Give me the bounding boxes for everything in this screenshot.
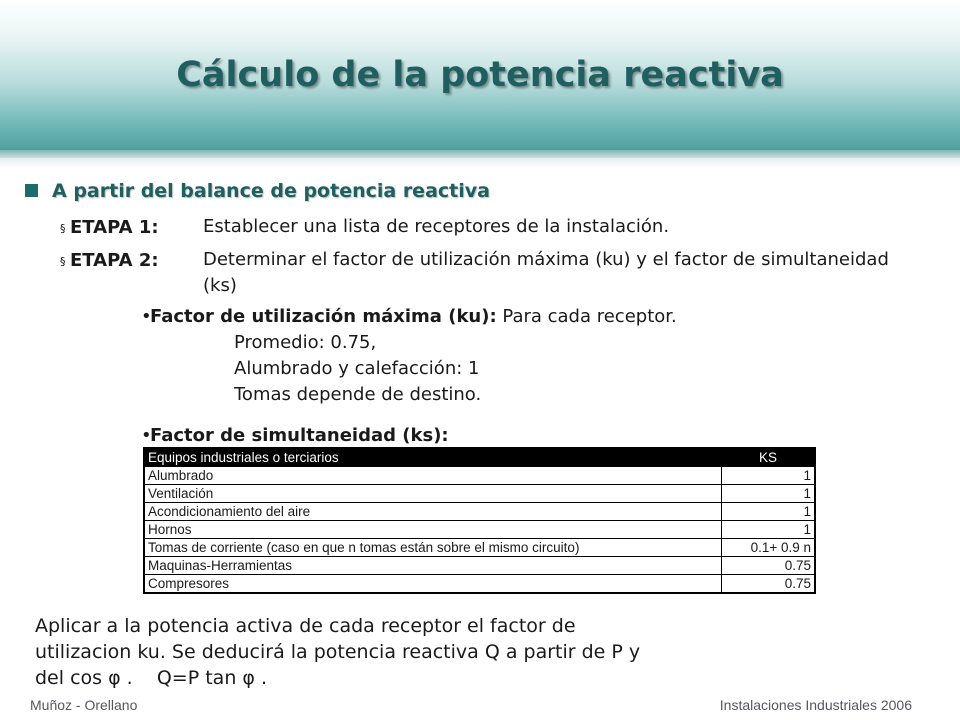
table-row [144, 485, 815, 503]
ku-detail-2: Alumbrado y calefacción: 1 [234, 358, 480, 379]
table-row [144, 575, 815, 594]
ku-label: Factor de utilización máxima (ku): [150, 306, 497, 327]
table-cell-ks: 0.75 [722, 575, 816, 594]
title-banner-band [0, 150, 960, 158]
table-row [144, 503, 815, 521]
footer-course: Instalaciones Industriales 2006 [719, 697, 912, 713]
title-banner-shadow [0, 158, 960, 168]
ku-detail-1: Promedio: 0.75, [234, 332, 377, 353]
table-cell-equipment: Acondicionamiento del aire [144, 503, 722, 521]
table-header-ks: KS [722, 448, 816, 467]
ku-bullet-icon: • [141, 306, 152, 327]
ks-table [143, 447, 816, 594]
ks-label: Factor de simultaneidad (ks): [150, 425, 449, 446]
table-cell-ks: 1 [722, 485, 816, 503]
table-row [144, 467, 815, 485]
conclusion-text [35, 613, 795, 691]
table-cell-ks: 1 [722, 521, 816, 539]
table-cell-ks: 0.75 [722, 557, 816, 575]
conclusion-line-1: Aplicar a la potencia activa de cada receptor el factor de [35, 615, 576, 637]
stage-2-text: Determinar el factor de utilización máxima (ku) y el factor de simultaneidad (ks) [203, 249, 889, 296]
page-title: Cálculo de la potencia reactiva [176, 55, 784, 95]
table-row [144, 557, 815, 575]
stage-1-text: Establecer una lista de receptores de la instalación. [203, 216, 670, 237]
table-header-row [144, 448, 815, 467]
conclusion-line-3: del cos φ . Q=P tan φ . [35, 667, 268, 689]
main-bullet-text: A partir del balance de potencia reactiva [52, 180, 490, 202]
table-row [144, 521, 815, 539]
table-cell-equipment: Alumbrado [144, 467, 722, 485]
table-cell-equipment: Ventilación [144, 485, 722, 503]
footer-author: Muñoz - Orellano [30, 697, 138, 713]
stage-1-marker-icon: § [60, 222, 66, 235]
stage-1-label: ETAPA 1: [70, 217, 159, 238]
table-row [144, 539, 815, 557]
stage-2-label: ETAPA 2: [70, 250, 159, 271]
ks-bullet-icon: • [141, 425, 152, 446]
table-cell-equipment: Maquinas-Herramientas [144, 557, 722, 575]
table-cell-ks: 1 [722, 503, 816, 521]
square-bullet-icon [25, 184, 38, 197]
ku-line [150, 306, 677, 327]
table-cell-equipment: Tomas de corriente (caso en que n tomas están sobre el mismo circuito) [144, 539, 722, 557]
table-cell-ks: 0.1+ 0.9 n [722, 539, 816, 557]
table-header-equipment: Equipos industriales o terciarios [144, 448, 722, 467]
conclusion-line-2: utilizacion ku. Se deducirá la potencia reactiva Q a partir de P y [35, 641, 641, 663]
table-cell-equipment: Hornos [144, 521, 722, 539]
stage-2-marker-icon: § [60, 255, 66, 268]
ku-detail-3: Tomas depende de destino. [234, 384, 482, 405]
ku-text: Para cada receptor. [496, 306, 677, 327]
table-cell-ks: 1 [722, 467, 816, 485]
table-cell-equipment: Compresores [144, 575, 722, 594]
